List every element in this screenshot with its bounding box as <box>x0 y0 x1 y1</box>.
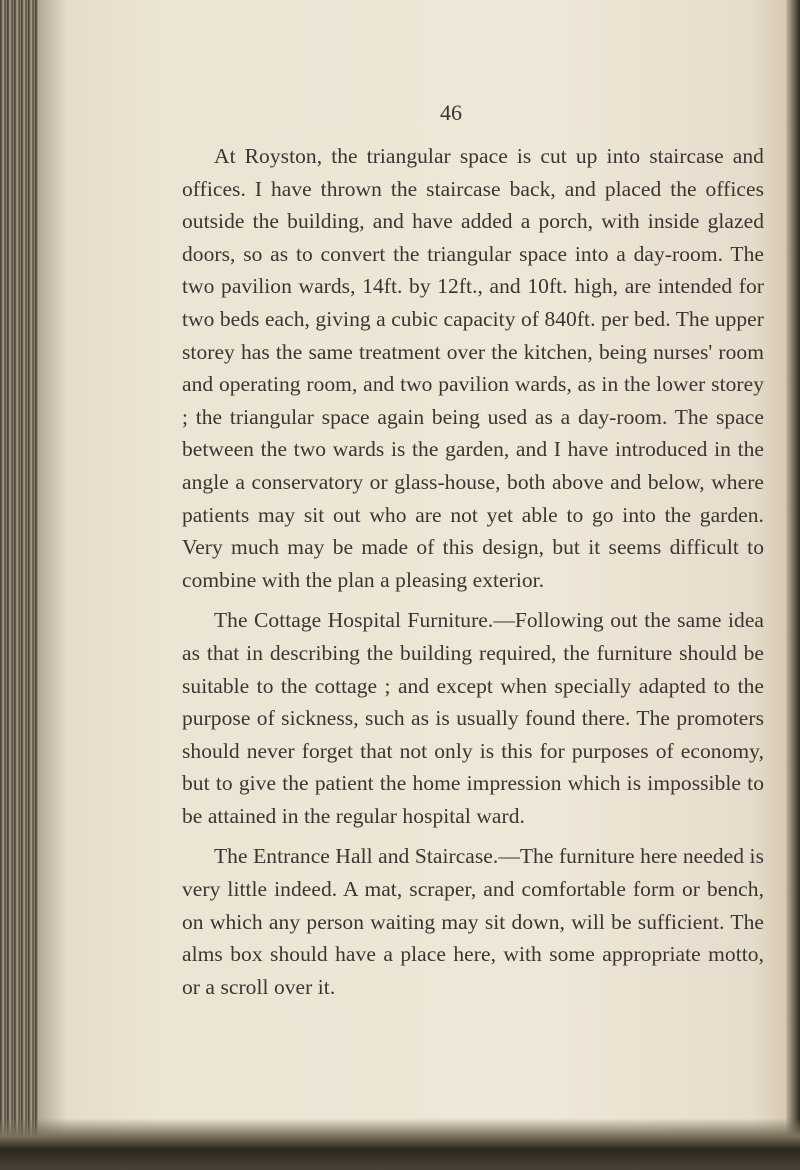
page-right-edge <box>786 0 800 1170</box>
paragraph-royston: At Royston, the triangular space is cut up into staircase and offices. I have thrown the staircase back, and placed the offices outside the building, and have added a porch, with inside glazed doors, so as to convert the triangular space into a day-room. The two pavilion wards, 14ft. by 12ft., and 10ft. high, are intended for two beds each, giving a cubic capacity of 840ft. per bed. The upper storey has the same treatment over the kitchen, being nurses' room and operating room, and two pavilion wards, as in the lower storey ; the triangular space again being used as a day-room. The space between the two wards is the garden, and I have introduced in the angle a conservatory or glass-house, both above and below, where patients may sit out who are not yet able to go into the garden. Very much may be made of this design, but it seems difficult to combine with the plan a pleasing exterior. <box>182 144 764 592</box>
page-bottom-edge <box>0 1118 800 1170</box>
book-binding-edge <box>0 0 38 1170</box>
body-text <box>182 140 764 1003</box>
binding-shadow <box>38 0 68 1170</box>
page-number: 46 <box>440 100 462 125</box>
paragraph-entrance-hall: The Entrance Hall and Staircase.—The furniture here needed is very little indeed. A mat, scraper, and comfortable form or bench, on which any person waiting may sit down, will be sufficient. The alms box should have a place here, with some appropriate motto, or a scroll over it. <box>182 844 764 999</box>
paragraph-cottage-hospital-furniture: The Cottage Hospital Furniture.—Following out the same idea as that in describing the building required, the furniture should be suitable to the cottage ; and except when specially adapted to the purpose of sickness, such as is usually found there. The promoters should never forget that not only is this for purposes of economy, but to give the patient the home impression which is impossible to be attained in the regular hospital ward. <box>182 608 764 828</box>
